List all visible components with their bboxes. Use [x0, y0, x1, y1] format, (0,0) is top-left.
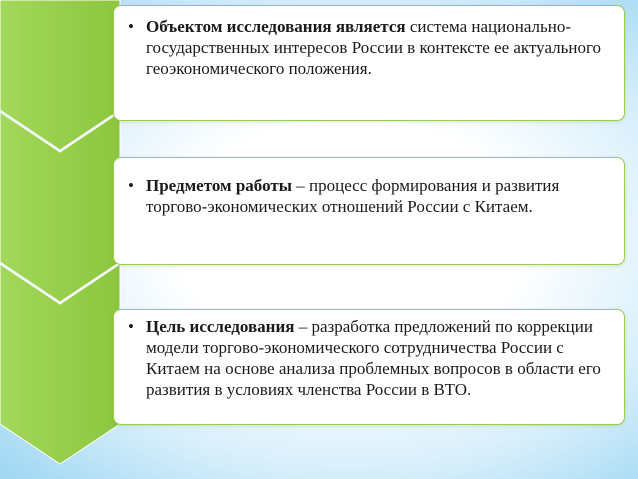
object-text: [146, 16, 614, 79]
bullet: •: [128, 176, 134, 195]
subject-description: – процесс формирования и развития торгово-экономических отношений России с Китаем.: [146, 176, 560, 216]
subject-item: [128, 175, 614, 217]
bullet: •: [128, 317, 134, 336]
object-item: [128, 16, 614, 79]
subject-text: [146, 175, 614, 217]
subject-heading: Предметом работы: [146, 176, 292, 195]
object-heading: Объектом исследования является: [146, 17, 406, 36]
bullet: •: [128, 17, 134, 36]
subject-card: [113, 157, 625, 265]
goal-text: [146, 316, 614, 400]
object-card: [113, 5, 625, 121]
goal-heading: Цель исследования: [146, 317, 295, 336]
goal-item: [128, 316, 614, 400]
goal-description: – разработка предложений по коррекции модели торгово-экономического сотрудничества России с Китаем на основе анализа проблемных вопросов в области его развития в условиях членства России в ВТО.: [146, 317, 601, 399]
goal-card: [113, 309, 625, 425]
object-description: система национально-государственных интересов России в контексте ее актуального геоэкономического положения.: [146, 17, 602, 78]
